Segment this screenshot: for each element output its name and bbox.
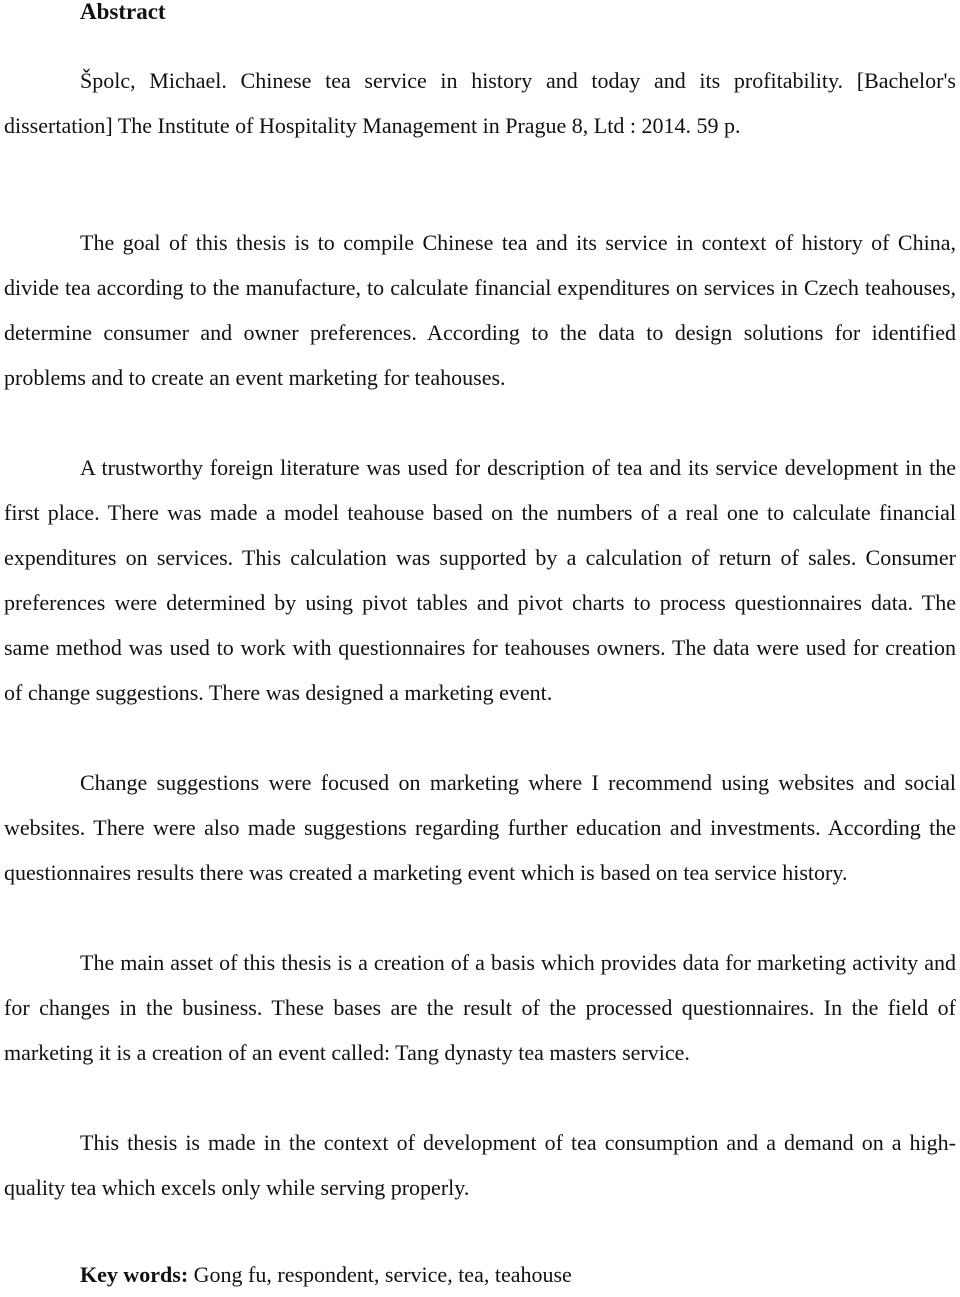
citation-paragraph: Špolc, Michael. Chinese tea service in history and today and its profitability. [Bachelor's dissertation] The Institute of Hospitality Management in Prague 8, Ltd : 2014. 59 p.	[4, 68, 956, 138]
keywords-label: Key words:	[80, 1262, 189, 1287]
keywords-value: Gong fu, respondent, service, tea, teahouse	[193, 1262, 572, 1287]
keywords-line	[80, 1252, 572, 1297]
abstract-paragraph-methods: A trustworthy foreign literature was used for description of tea and its service development in the first place. There was made a model teahouse based on the numbers of a real one to calculate financial expenditures on services. This calculation was supported by a calculation of return of sales. Consumer preferences were determined by using pivot tables and pivot charts to process questionnaires data. The same method was used to work with questionnaires for teahouses owners. The data were used for creation of change suggestions. There was designed a marketing event.	[4, 455, 956, 705]
abstract-paragraph-asset: The main asset of this thesis is a creation of a basis which provides data for marketing activity and for changes in the business. These bases are the result of the processed questionnaires. In the field of marketing it is a creation of an event called: Tang dynasty tea masters service.	[4, 950, 956, 1065]
abstract-paragraph-context: This thesis is made in the context of development of tea consumption and a demand on a high-quality tea which excels only while serving properly.	[4, 1130, 956, 1200]
abstract-paragraph-goal: The goal of this thesis is to compile Chinese tea and its service in context of history of China, divide tea according to the manufacture, to calculate financial expenditures on services in Czech teahouses, determine consumer and owner preferences. According to the data to design solutions for identified problems and to create an event marketing for teahouses.	[4, 230, 956, 390]
abstract-paragraph-suggestions: Change suggestions were focused on marketing where I recommend using websites and social websites. There were also made suggestions regarding further education and investments. According the questionnaires results there was created a marketing event which is based on tea service history.	[4, 770, 956, 885]
abstract-heading: Abstract	[80, 0, 166, 24]
